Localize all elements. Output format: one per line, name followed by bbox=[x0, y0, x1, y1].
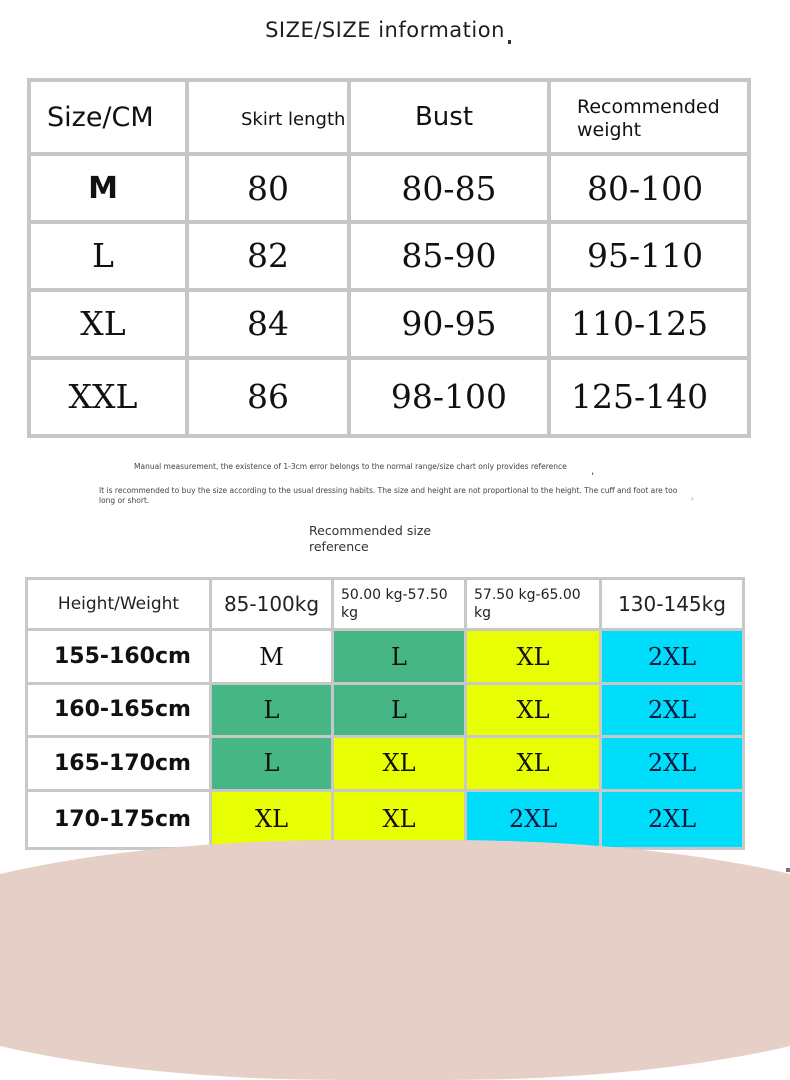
table-row bbox=[29, 290, 749, 358]
size-cell: XL bbox=[211, 790, 333, 848]
weight-range-header: 50.00 kg-57.50 kg bbox=[333, 579, 466, 630]
height-cell: 170-175cm bbox=[27, 790, 211, 848]
skirt-length-header: Skirt length bbox=[187, 80, 349, 154]
size-header: Size/CM bbox=[29, 80, 187, 154]
weight-range-header: 57.50 kg-65.00 kg bbox=[466, 579, 601, 630]
size-cell: L bbox=[333, 630, 466, 683]
table-row bbox=[29, 222, 749, 290]
height-weight-header: Height/Weight bbox=[27, 579, 211, 630]
size-cell: 2XL bbox=[601, 737, 744, 790]
size-cell: XL bbox=[333, 790, 466, 848]
table-row bbox=[27, 737, 744, 790]
bust-cell: 85-90 bbox=[349, 222, 549, 290]
size-cell: XL bbox=[466, 683, 601, 736]
size-cell: M bbox=[29, 154, 187, 222]
table-row bbox=[27, 683, 744, 736]
recommended-size-title: Recommended size reference bbox=[309, 523, 432, 554]
skirt-length-cell: 80 bbox=[187, 154, 349, 222]
size-cell: 2XL bbox=[601, 683, 744, 736]
skirt-length-cell: 86 bbox=[187, 358, 349, 436]
height-cell: 165-170cm bbox=[27, 737, 211, 790]
size-cell: 2XL bbox=[466, 790, 601, 848]
height-cell: 160-165cm bbox=[27, 683, 211, 736]
size-cell: M bbox=[211, 630, 333, 683]
decorative-footer-shape bbox=[0, 840, 790, 1080]
size-cell: XL bbox=[333, 737, 466, 790]
size-table-header-row bbox=[29, 80, 749, 154]
weight-cell: 110-125 bbox=[549, 290, 749, 358]
weight-range-header: 85-100kg bbox=[211, 579, 333, 630]
size-cell: XL bbox=[466, 737, 601, 790]
size-cell: L bbox=[211, 737, 333, 790]
table-row bbox=[29, 154, 749, 222]
size-cell: L bbox=[29, 222, 187, 290]
page-title: SIZE/SIZE information bbox=[265, 18, 505, 42]
bust-cell: 80-85 bbox=[349, 154, 549, 222]
size-cell: 2XL bbox=[601, 790, 744, 848]
recommendation-table bbox=[25, 577, 745, 850]
table-row bbox=[27, 630, 744, 683]
size-cell: L bbox=[211, 683, 333, 736]
bust-cell: 98-100 bbox=[349, 358, 549, 436]
decorative-mark bbox=[786, 868, 790, 872]
bust-cell: 90-95 bbox=[349, 290, 549, 358]
size-cell: XL bbox=[466, 630, 601, 683]
weight-cell: 80-100 bbox=[549, 154, 749, 222]
size-cell: L bbox=[333, 683, 466, 736]
weight-range-header: 130-145kg bbox=[601, 579, 744, 630]
height-cell: 155-160cm bbox=[27, 630, 211, 683]
weight-cell: 95-110 bbox=[549, 222, 749, 290]
size-cell: 2XL bbox=[601, 630, 744, 683]
recommended-weight-header: Recommended weight bbox=[549, 80, 749, 154]
skirt-length-cell: 84 bbox=[187, 290, 349, 358]
skirt-length-cell: 82 bbox=[187, 222, 349, 290]
recommendation-header-row bbox=[27, 579, 744, 630]
bust-header: Bust bbox=[349, 80, 549, 154]
table-row bbox=[29, 358, 749, 436]
weight-cell: 125-140 bbox=[549, 358, 749, 436]
size-cell: XL bbox=[29, 290, 187, 358]
dressing-note: It is recommended to buy the size according to the usual dressing habits. The size and height are not proportional to the height. The cuff and foot are too long or short. bbox=[99, 486, 678, 505]
decorative-mark: , bbox=[591, 466, 595, 477]
decorative-mark: › bbox=[691, 495, 694, 503]
measurement-note: Manual measurement, the existence of 1-3cm error belongs to the normal range/size chart only provides reference bbox=[134, 462, 567, 471]
size-cell: XXL bbox=[29, 358, 187, 436]
decorative-mark bbox=[508, 40, 511, 44]
size-table bbox=[27, 78, 751, 438]
